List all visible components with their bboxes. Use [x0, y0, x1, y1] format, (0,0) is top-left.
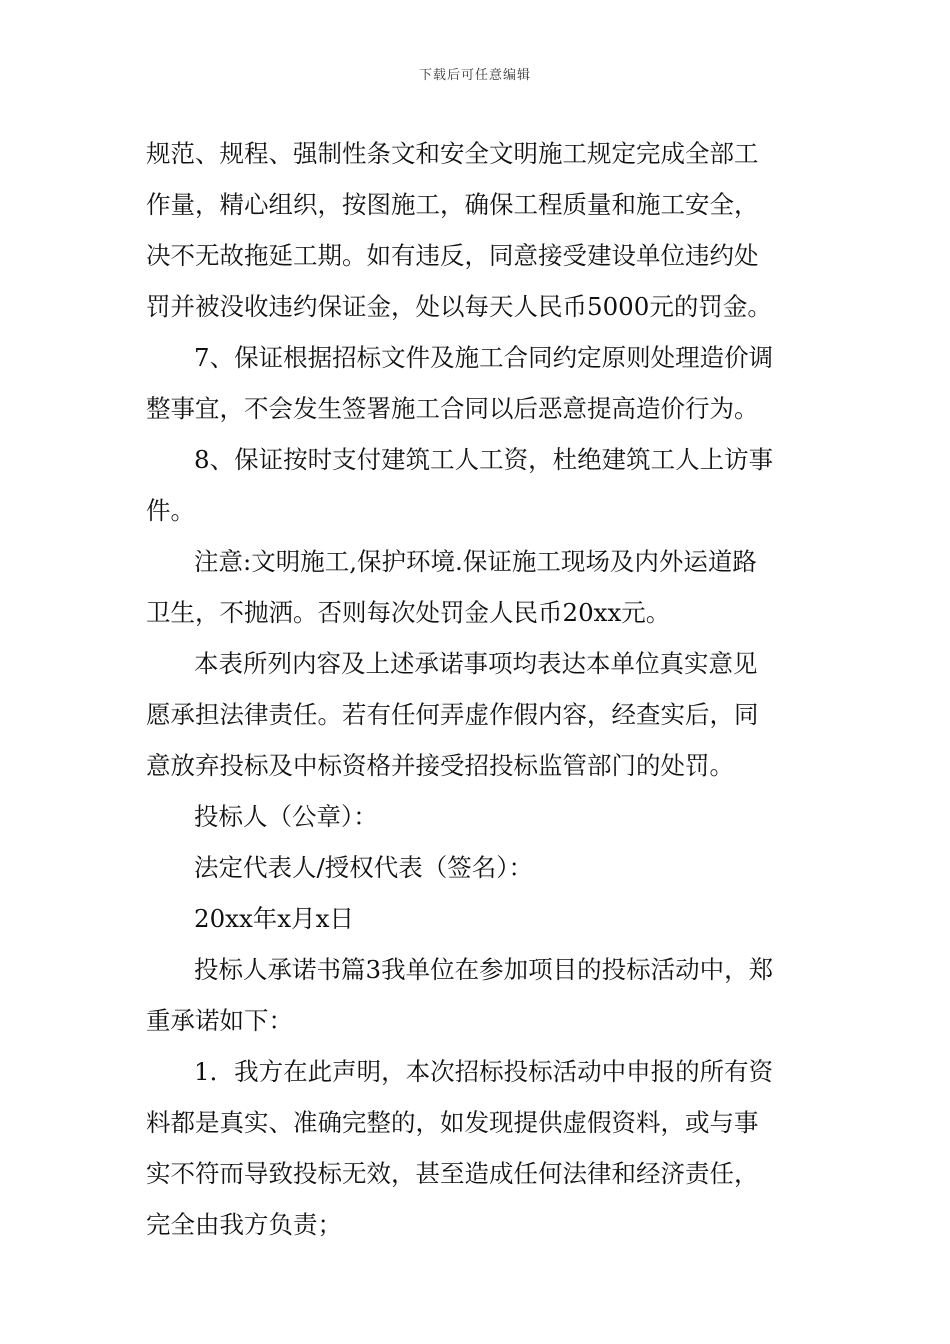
text-line: 7、保证根据招标文件及施工合同约定原则处理造价调 [194, 343, 774, 372]
text-line: 愿承担法律责任。若有任何弄虚作假内容，经查实后，同 [146, 700, 759, 729]
text-line: 料都是真实、准确完整的，如发现提供虚假资料，或与事 [146, 1108, 759, 1137]
text-line: 8、保证按时支付建筑工人工资，杜绝建筑工人上访事 [194, 445, 774, 474]
text-line: 注意:文明施工,保护环境.保证施工现场及内外运道路 [194, 547, 757, 576]
text-line: 法定代表人/授权代表（签名）： [194, 853, 534, 882]
text-line: 规范、规程、强制性条文和安全文明施工规定完成全部工 [146, 139, 759, 168]
text-line: 本表所列内容及上述承诺事项均表达本单位真实意见 [194, 649, 758, 678]
text-line: 投标人承诺书篇3我单位在参加项目的投标活动中，郑 [194, 955, 774, 984]
text-line: 整事宜，不会发生签署施工合同以后恶意提高造价行为。 [146, 394, 759, 423]
text-line: 意放弃投标及中标资格并接受招投标监管部门的处罚。 [146, 751, 734, 780]
text-line: 决不无故拖延工期。如有违反，同意接受建设单位违约处 [146, 241, 759, 270]
document-body [146, 128, 810, 1250]
text-line: 罚并被没收违约保证金，处以每天人民币5000元的罚金。 [146, 292, 772, 321]
text-line: 件。 [146, 496, 195, 525]
text-line: 完全由我方负责； [146, 1210, 342, 1239]
text-line: 20xx年x月x日 [194, 904, 354, 933]
text-line: 卫生，不抛洒。否则每次处罚金人民币20xx元。 [146, 598, 671, 627]
text-line: 作量，精心组织，按图施工，确保工程质量和施工安全， [146, 190, 759, 219]
text-line: 实不符而导致投标无效，甚至造成任何法律和经济责任， [146, 1159, 759, 1188]
text-line: 投标人（公章）： [194, 802, 378, 831]
text-line: 1．我方在此声明，本次招标投标活动中申报的所有资 [194, 1057, 774, 1086]
page-header: 下载后可任意编辑 [418, 68, 531, 83]
text-line: 重承诺如下： [146, 1006, 293, 1035]
